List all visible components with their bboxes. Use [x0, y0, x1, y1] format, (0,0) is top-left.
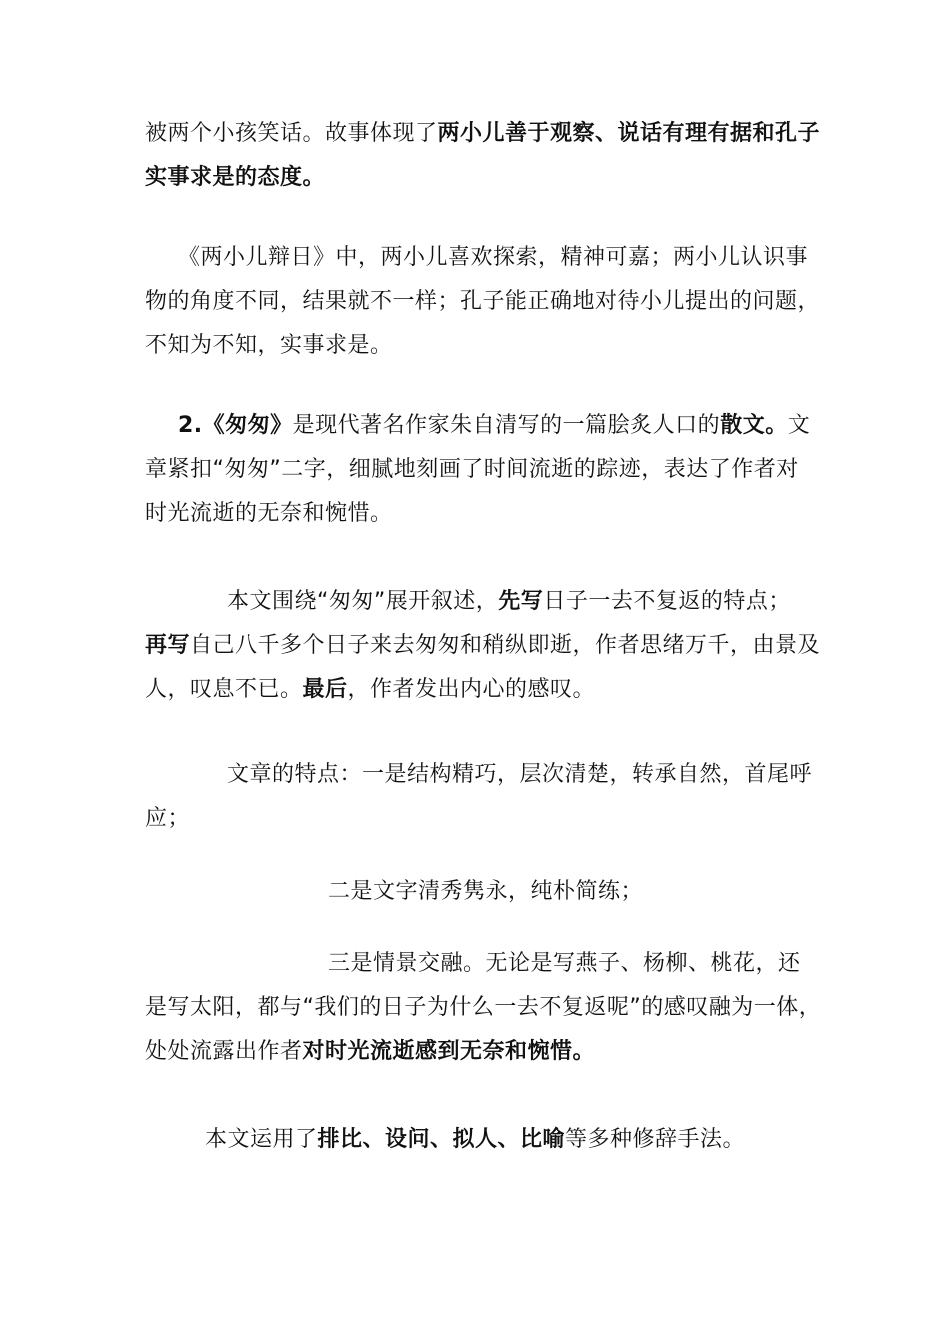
bold-text: 实事求是的态度。	[145, 165, 326, 190]
text-line	[145, 580, 813, 624]
bold-text: 对时光流逝感到无奈和惋惜。	[302, 1039, 596, 1064]
text-span: 人，叹息不已。	[145, 677, 303, 702]
text-line: 是写太阳，都与“我们的日子为什么一去不复返呢”的感叹融为一体，	[145, 995, 822, 1020]
paragraph-congcong-intro	[145, 404, 813, 536]
text-span: ，作者发出内心的感叹。	[347, 677, 596, 702]
text-line: 不知为不知，实事求是。	[145, 333, 393, 358]
text-span: 是现代著名作家朱自清写的一篇脍炙人口的	[292, 413, 721, 438]
bold-text: 散文。	[720, 413, 788, 438]
bold-text: 先写	[498, 589, 544, 614]
text-line: 章紧扣“匆匆”二字，细腻地刻画了时间流逝的踪迹，表达了作者对	[145, 457, 799, 482]
text-line: 二是文字清秀隽永，纯朴简练；	[328, 879, 644, 904]
text-span: 本文运用了	[205, 1127, 318, 1152]
bold-text: 排比、设问、拟人、比喻	[317, 1127, 566, 1152]
text-line: 三是情景交融。无论是写燕子、杨柳、桃花，还	[328, 951, 801, 976]
section-number: 2.《匆匆》	[178, 413, 293, 438]
text-span: 自己八千多个日子来去匆匆和稍纵即逝，作者思绪万千，由景及	[190, 633, 821, 658]
bold-text: 最后	[302, 677, 348, 702]
text-span: 处处流露出作者	[145, 1039, 303, 1064]
text-line: 物的角度不同，结果就不一样；孔子能正确地对待小儿提出的问题，	[145, 289, 821, 314]
text-line	[145, 112, 821, 156]
paragraph-feature-two	[145, 870, 813, 914]
text-line	[145, 1118, 813, 1162]
bold-text: 两小儿善于观察、说话有理有据和孔子	[437, 121, 821, 146]
text-line: 应；	[145, 806, 191, 831]
text-line	[145, 156, 813, 200]
text-line: 《两小儿辩日》中，两小儿喜欢探索，精神可嘉；两小儿认识事	[178, 245, 809, 270]
text-line: 文章的特点：一是结构精巧，层次清楚，转承自然，首尾呼	[227, 762, 813, 787]
paragraph-feature-three	[145, 942, 822, 1074]
bold-text: 再写	[145, 633, 191, 658]
text-line	[145, 404, 813, 448]
text-span: 本文围绕“匆匆”展开叙述，	[227, 589, 499, 614]
text-line: 时光流逝的无奈和惋惜。	[145, 501, 393, 526]
text-span: 被两个小孩笑话。故事体现了	[145, 121, 438, 146]
text-span: 等多种修辞手法。	[565, 1127, 746, 1152]
text-span: 日子一去不复返的特点；	[543, 589, 791, 614]
text-span: 文	[787, 413, 811, 438]
paragraph-rhetoric	[145, 1118, 813, 1162]
text-line	[145, 624, 821, 668]
text-line	[145, 1030, 813, 1074]
paragraph-liang-xiao-er	[145, 236, 821, 368]
paragraph-narration	[145, 580, 821, 712]
text-line	[145, 668, 813, 712]
paragraph-conclusion	[145, 112, 821, 200]
paragraph-features	[145, 753, 813, 841]
